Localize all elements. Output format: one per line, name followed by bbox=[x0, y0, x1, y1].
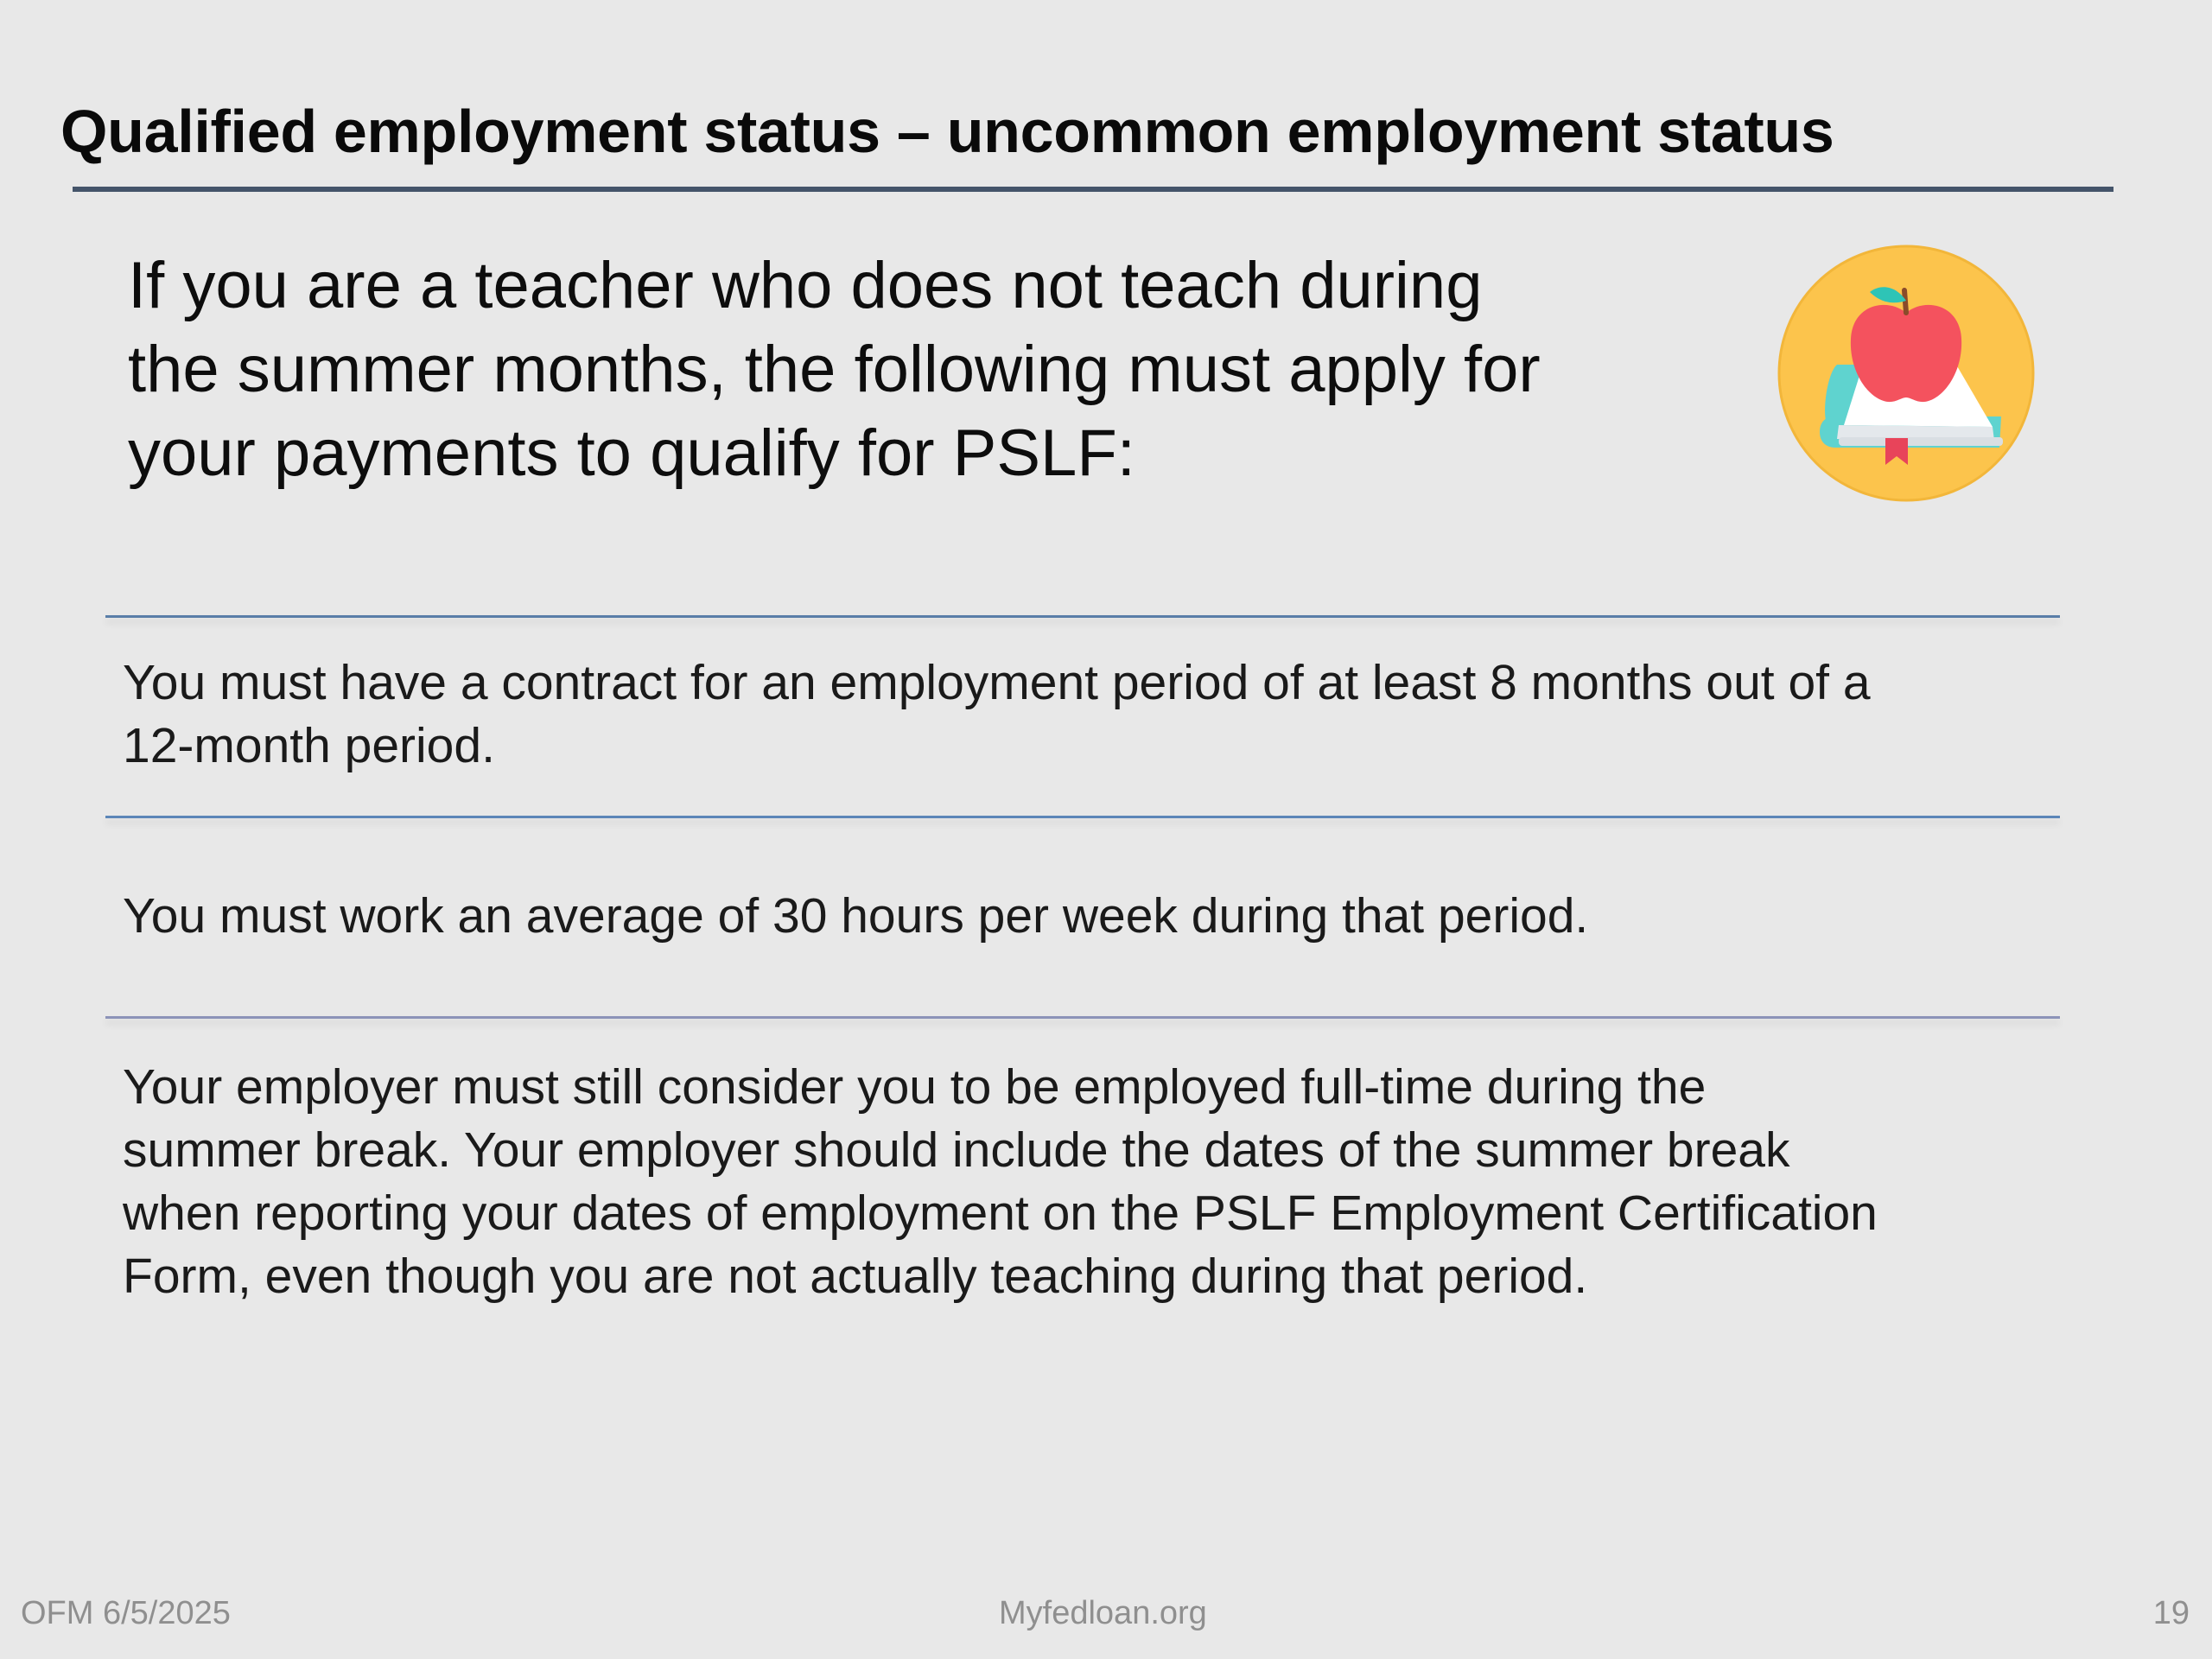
requirement-line: 12-month period. bbox=[123, 718, 495, 773]
intro-text bbox=[128, 244, 1752, 495]
requirement-item bbox=[123, 1056, 2067, 1308]
apple-on-book-icon bbox=[1777, 244, 2036, 503]
divider bbox=[105, 816, 2060, 818]
requirement-line: Your employer must still consider you to be employed full-time during the bbox=[123, 1059, 1707, 1115]
divider bbox=[105, 615, 2060, 618]
requirement-line: when reporting your dates of employment on the PSLF Employment Certification bbox=[123, 1185, 1878, 1241]
intro-line: the summer months, the following must apply for bbox=[128, 333, 1541, 406]
requirement-line: You must work an average of 30 hours per week during that period. bbox=[123, 888, 1589, 944]
page-number: 19 bbox=[2152, 1595, 2190, 1631]
footer-date: OFM 6/5/2025 bbox=[21, 1595, 231, 1631]
intro-line: your payments to qualify for PSLF: bbox=[128, 416, 1135, 490]
divider bbox=[105, 1016, 2060, 1019]
requirement-line: summer break. Your employer should include the dates of the summer break bbox=[123, 1122, 1790, 1178]
intro-line: If you are a teacher who does not teach during bbox=[128, 249, 1483, 322]
requirement-line: You must have a contract for an employment period of at least 8 months out of a bbox=[123, 655, 1871, 710]
requirement-item bbox=[123, 885, 2067, 948]
requirement-line: Form, even though you are not actually teaching during that period. bbox=[123, 1249, 1588, 1304]
title-underline bbox=[73, 187, 2113, 192]
slide-title: Qualified employment status – uncommon employment status bbox=[60, 98, 1834, 165]
requirement-item bbox=[123, 652, 2067, 778]
footer-website: Myfedloan.org bbox=[999, 1595, 1207, 1631]
